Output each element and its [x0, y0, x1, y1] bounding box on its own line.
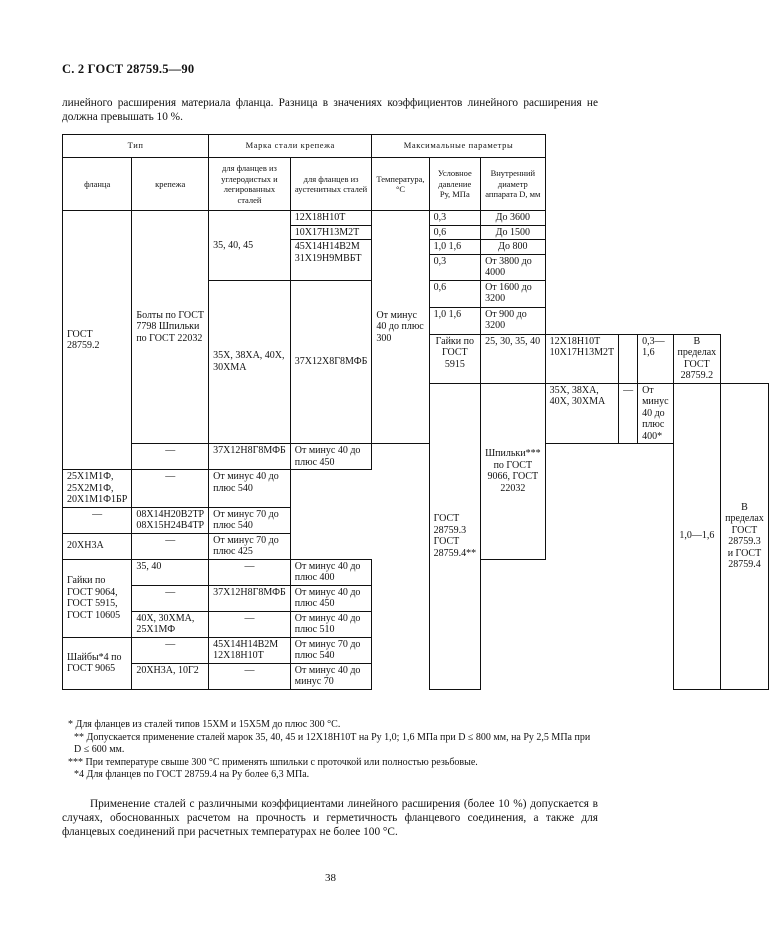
austenitic-steel: —: [132, 533, 209, 559]
carbon-steel: —: [132, 585, 209, 611]
austenitic-steel: —: [209, 559, 291, 585]
table-row: [63, 585, 769, 611]
table-row: [63, 507, 769, 533]
temperature: От минус 40 до плюс 400*: [638, 383, 673, 444]
austenitic-steel: 12Х18Н10Т 10Х17Н13М2Т: [545, 334, 618, 383]
fastener-studs: Шпильки*** по ГОСТ 9066, ГОСТ 22032: [481, 383, 546, 559]
fastener-washers: Шайбы*4 по ГОСТ 9065: [63, 637, 132, 689]
flange-standard: ГОСТ 28759.2: [63, 211, 132, 470]
temperature: От минус 70 до плюс 425: [209, 533, 291, 559]
diameter: От 1600 до 3200: [481, 280, 546, 307]
austenitic-steel: —: [209, 663, 291, 689]
table-row: [63, 559, 769, 585]
intro-paragraph: линейного расширения материала фланца. Разница в значениях коэффициентов линейного расширения не должна превышать 10 %.: [62, 97, 598, 123]
table-row: [63, 211, 769, 226]
diameter: В пределах ГОСТ 28759.2: [673, 334, 721, 383]
temperature: От минус 40 до плюс 300: [372, 211, 429, 444]
temperature: От минус 40 до плюс 400: [290, 559, 372, 585]
temperature: От минус 70 до плюс 540: [290, 637, 372, 663]
footnote: *** При температуре свыше 300 °С применять шпильки с проточкой или полностью резьбовые.: [68, 756, 478, 768]
footnote: ** Допускается применение сталей марок 35, 40, 45 и 12Х18Н10Т на Pу 1,0; 1,6 МПа при D ≤ 800 мм, на Pу 2,5 МПа при D ≤ 600 мм.: [74, 731, 591, 755]
temperature: [619, 334, 638, 383]
temperature: От минус 40 до плюс 450: [290, 585, 372, 611]
table-row: [63, 533, 769, 559]
pressure: 0,6: [429, 225, 481, 240]
austenitic-steel: 08Х14Н20В2ТР 08Х15Н24В4ТР: [132, 507, 209, 533]
austenitic-steel: 10Х17Н13М2Т: [290, 225, 372, 240]
table-row: [63, 663, 769, 689]
table-row: [63, 637, 769, 663]
carbon-steel: 20ХН3А: [63, 533, 132, 559]
pressure: 1,0 1,6: [429, 307, 481, 334]
carbon-steel: 35, 40, 45: [209, 211, 291, 281]
footnote: * Для фланцев из сталей типов 15ХМ и 15Х5М до плюс 300 °С.: [68, 719, 341, 730]
fastener-bolts-studs: Болты по ГОСТ 7798 Шпильки по ГОСТ 22032: [132, 211, 209, 444]
fastener-nuts: Гайки по ГОСТ 5915: [429, 334, 481, 383]
austenitic-steel: 12Х18Н10Т: [290, 211, 372, 226]
austenitic-steel: 37Х12Н8Г8МФБ: [209, 585, 291, 611]
temperature: От минус 40 до плюс 510: [290, 611, 372, 637]
temperature: От минус 40 до минус 70: [290, 663, 372, 689]
temperature: От минус 40 до плюс 450: [290, 444, 372, 470]
pressure: 0,3—1,6: [638, 334, 673, 383]
austenitic-steel: 45Х14Н14В2М 12Х18Н10Т: [209, 637, 291, 663]
th-fastener: крепежа: [132, 158, 209, 211]
austenitic-steel: 37Х12Н8Г8МФБ: [209, 444, 291, 470]
carbon-steel: 35Х, 38ХА, 40Х, 30ХМА: [545, 383, 618, 444]
th-flange: фланца: [63, 158, 132, 211]
austenitic-steel: 45Х14Н14В2М 31Х19Н9МВБТ: [290, 240, 372, 281]
pressure: 1,0—1,6: [673, 383, 721, 689]
th-steel: Марка стали крепежа: [209, 135, 372, 158]
th-max-params: Максимальные параметры: [372, 135, 545, 158]
carbon-steel: 25Х1М1Ф, 25Х2М1Ф, 20Х1М1Ф1БР: [63, 470, 132, 508]
footnote: *4 Для фланцев по ГОСТ 28759.4 на Pу более 6,3 МПа.: [74, 769, 310, 780]
page-header: С. 2 ГОСТ 28759.5—90: [62, 62, 195, 76]
table-row: [63, 444, 769, 470]
carbon-steel: 25, 30, 35, 40: [481, 334, 546, 383]
th-pressure: Условное давление Pу, МПа: [429, 158, 481, 211]
carbon-steel: —: [63, 507, 132, 533]
temperature: От минус 40 до плюс 540: [209, 470, 291, 508]
th-diameter: Внутренний диаметр аппарата D, мм: [481, 158, 546, 211]
austenitic-steel: —: [132, 470, 209, 508]
fastener-nuts: Гайки по ГОСТ 9064, ГОСТ 5915, ГОСТ 10605: [63, 559, 132, 637]
diameter: От 900 до 3200: [481, 307, 546, 334]
flange-standard: ГОСТ 28759.3 ГОСТ 28759.4**: [429, 383, 481, 689]
carbon-steel: —: [132, 637, 209, 663]
austenitic-steel: —: [209, 611, 291, 637]
carbon-steel: 35Х, 38ХА, 40Х, 30ХМА: [209, 280, 291, 444]
pressure: 0,3: [429, 254, 481, 280]
diameter: До 1500: [481, 225, 546, 240]
carbon-steel: 35, 40: [132, 559, 209, 585]
footnotes: [62, 719, 598, 782]
temperature: От минус 70 до плюс 540: [209, 507, 291, 533]
carbon-steel: —: [132, 444, 209, 470]
carbon-steel: 40Х, 30ХМА, 25Х1МФ: [132, 611, 209, 637]
pressure: 0,3: [429, 211, 481, 226]
austenitic-steel: —: [619, 383, 638, 444]
diameter: От 3800 до 4000: [481, 254, 546, 280]
pressure: 1,0 1,6: [429, 240, 481, 255]
closing-paragraph: Применение сталей с различными коэффициентами линейного расширения (более 10 %) допускается в случаях, обоснованных расчетом на прочность и герметичность фланцевого соединения, а также для фланцевых соединений при расчетных температурах не более 100 °С.: [62, 798, 598, 838]
austenitic-steel: 37Х12Х8Г8МФБ: [290, 280, 372, 444]
th-temperature: Температура, °С: [372, 158, 429, 211]
th-type: Тип: [63, 135, 209, 158]
page-number: 38: [325, 872, 336, 884]
table-row: [63, 611, 769, 637]
th-austenitic: для фланцев из аустенитных сталей: [290, 158, 372, 211]
steel-grades-table: [62, 134, 769, 690]
carbon-steel: 20ХН3А, 10Г2: [132, 663, 209, 689]
th-carbon: для фланцев из углеродистых и легированных сталей: [209, 158, 291, 211]
diameter: До 3600: [481, 211, 546, 226]
table-row: [63, 470, 769, 508]
diameter: До 800: [481, 240, 546, 255]
pressure: 0,6: [429, 280, 481, 307]
diameter: В пределах ГОСТ 28759.3 и ГОСТ 28759.4: [721, 383, 769, 689]
